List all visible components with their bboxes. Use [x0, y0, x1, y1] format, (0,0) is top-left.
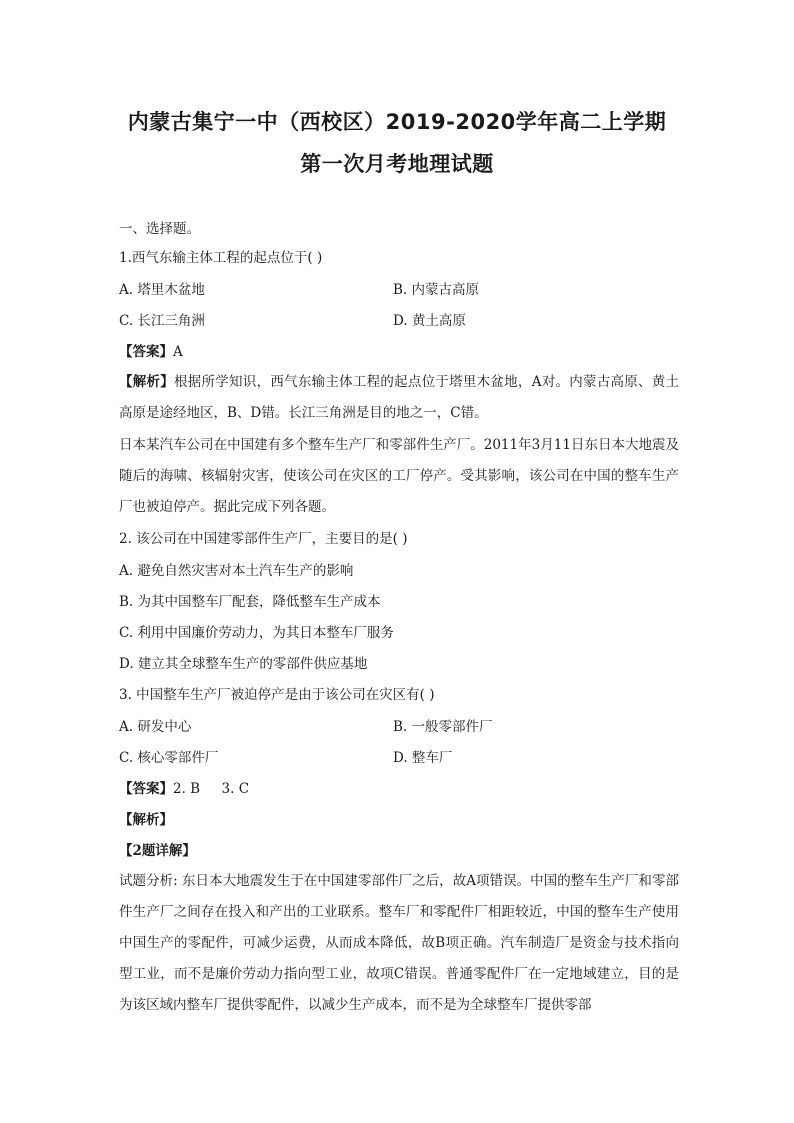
question-3-stem: 3. 中国整车生产厂被迫停产是由于该公司在灾区有( ): [119, 687, 435, 703]
question-2-option-c: C. 利用中国廉价劳动力，为其日本整车厂服务: [119, 625, 394, 641]
reading-passage: 日本某汽车公司在中国建有多个整车生产厂和零部件生产厂。2011年3月11日东日本大地震及随后的海啸、核辐射灾害，使该公司在灾区的工厂停产。受其影响，该公司在中国的整车生产厂也被迫停产。据此完成下列各题。: [119, 437, 679, 515]
question-1-answer: [119, 343, 183, 361]
questions-2-3-answer: [119, 780, 249, 798]
question-2-option-d: D. 建立其全球整车生产的零部件供应基地: [119, 656, 368, 672]
answer-value: 2. B 3. C: [173, 781, 250, 797]
section-heading: 一、选择题。: [119, 221, 200, 237]
question-2-option-a: A. 避免自然灾害对本土汽车生产的影响: [119, 563, 354, 579]
detail-heading-q2: 【2题详解】: [119, 843, 196, 859]
question-3-option-a: A. 研发中心: [119, 719, 192, 735]
question-1-option-c: C. 长江三角洲: [119, 313, 205, 329]
question-3-option-d: D. 整车厂: [393, 750, 453, 766]
question-1-stem: 1.西气东输主体工程的起点位于( ): [119, 250, 323, 266]
answer-value: A: [173, 344, 183, 360]
analysis-text: 根据所学知识，西气东输主体工程的起点位于塔里木盆地，A对。内蒙古高原、黄土高原是途经地区，B、D错。长江三角洲是目的地之一，C错。: [119, 374, 680, 421]
question-1-option-b: B. 内蒙古高原: [393, 282, 480, 298]
analysis-heading: 【解析】: [119, 812, 173, 828]
question-2-detail-analysis: 试题分析: 东日本大地震发生于在中国建零部件厂之后，故A项错误。中国的整车生产厂和零部件生产厂之间存在投入和产出的工业联系。整车厂和零配件厂相距较近，中国的整车生产使用中国生产的零配件，可减少运费，从而成本降低，故B项正确。汽车制造厂是资金与技术指向型工业，而不是廉价劳动力指向型工业，故项C错误。普通零配件厂在一定地域建立，目的是为该区域内整车厂提供零配件，以减少生产成本，而不是为全球整车厂提供零部: [119, 873, 679, 1013]
answer-label: 【答案】: [119, 781, 173, 797]
answer-label: 【答案】: [119, 344, 173, 360]
question-2-option-b: B. 为其中国整车厂配套，降低整车生产成本: [119, 594, 381, 610]
question-2-stem: 2. 该公司在中国建零部件生产厂，主要目的是( ): [119, 531, 408, 547]
question-1-option-a: A. 塔里木盆地: [119, 282, 205, 298]
question-3-option-c: C. 核心零部件厂: [119, 750, 219, 766]
analysis-label: 【解析】: [119, 374, 175, 390]
question-3-option-b: B. 一般零部件厂: [393, 719, 493, 735]
document-title-line-2: 第一次月考地理试题: [300, 152, 494, 176]
question-1-option-d: D. 黄土高原: [393, 313, 466, 329]
question-1-analysis: [119, 367, 679, 429]
document-title-line-1: 内蒙古集宁一中（西校区）2019-2020学年高二上学期: [127, 110, 667, 134]
